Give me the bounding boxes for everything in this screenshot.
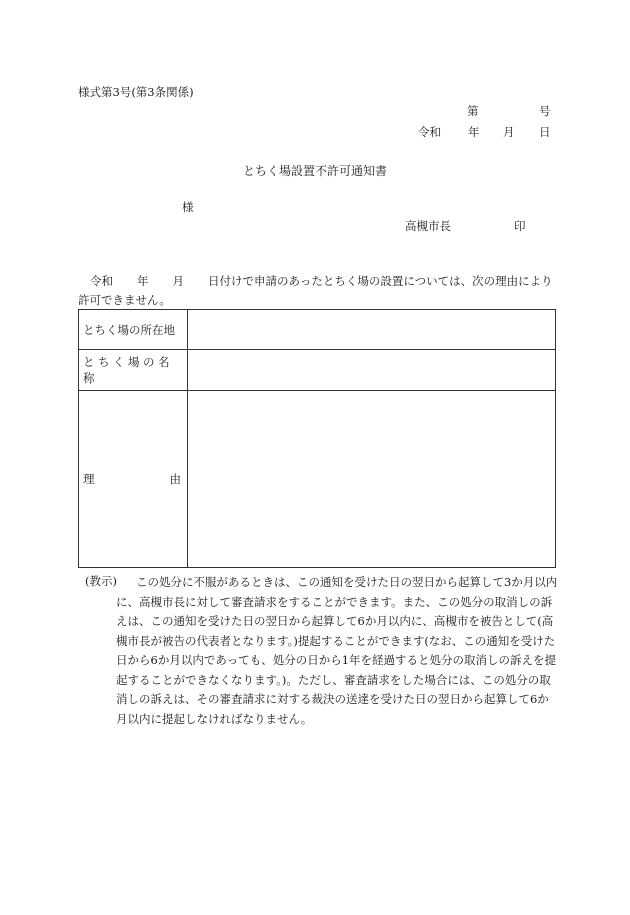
application-table (78, 309, 556, 568)
intro-year-unit: 年 (137, 274, 149, 288)
reason-label-cell (79, 391, 188, 568)
seal-mark: 印 (514, 219, 526, 233)
table-row (79, 391, 556, 568)
location-value-cell (188, 310, 556, 350)
notice-text: この処分に不服があるときは、この通知を受けた日の翌日から起算して3か月以内に、高槻市長に対して審査請求をすることができます。また、この処分の取消しの訴えは、この通知を受けた日の翌日から起算して6か月以内に、高槻市を被告として(高槻市長が被告の代表者となります。)提起することができます(なお、この通知を受けた日から6か月以内であっても、処分の日から1年を経過すると処分の取消しの訴えを提起することができなくなります。)。ただし、審査請求をした場合には、この処分の取消しの訴えは、その審査請求に対する裁決の送達を受けた日の翌日から起算して6か月以内に提起しなければなりません。 (116, 575, 558, 726)
issuer-name: 高槻市長 (405, 219, 451, 233)
date-month-unit: 月 (503, 125, 515, 139)
reason-value-cell (188, 391, 556, 568)
reason-label-right: 由 (169, 472, 181, 486)
location-label: とちく場の所在地 (83, 322, 175, 337)
intro-month-unit: 月 (172, 274, 184, 288)
doc-number-prefix: 第 (467, 104, 479, 118)
date-day-unit: 日 (539, 125, 551, 139)
name-label: とちく場の名称 (83, 355, 173, 385)
reason-label-left: 理 (83, 472, 95, 486)
intro-era: 令和 (90, 274, 113, 288)
date-era: 令和 (418, 125, 441, 139)
document-title: とちく場設置不許可通知書 (242, 164, 387, 178)
date-year-unit: 年 (468, 125, 480, 139)
table-row (79, 350, 556, 391)
location-label-cell (79, 310, 188, 350)
name-label-cell (79, 350, 188, 391)
addressee-suffix: 様 (182, 200, 194, 214)
form-number: 様式第3号(第3条関係) (78, 85, 194, 99)
intro-paragraph (78, 272, 556, 310)
table-row (79, 310, 556, 350)
name-value-cell (188, 350, 556, 391)
notice-body (116, 573, 558, 729)
doc-number-suffix: 号 (539, 104, 551, 118)
notice-label: (教示) (85, 574, 117, 588)
intro-text: 日付けで申請のあったとちく場の設置については、次の理由により許可できません。 (78, 274, 553, 307)
